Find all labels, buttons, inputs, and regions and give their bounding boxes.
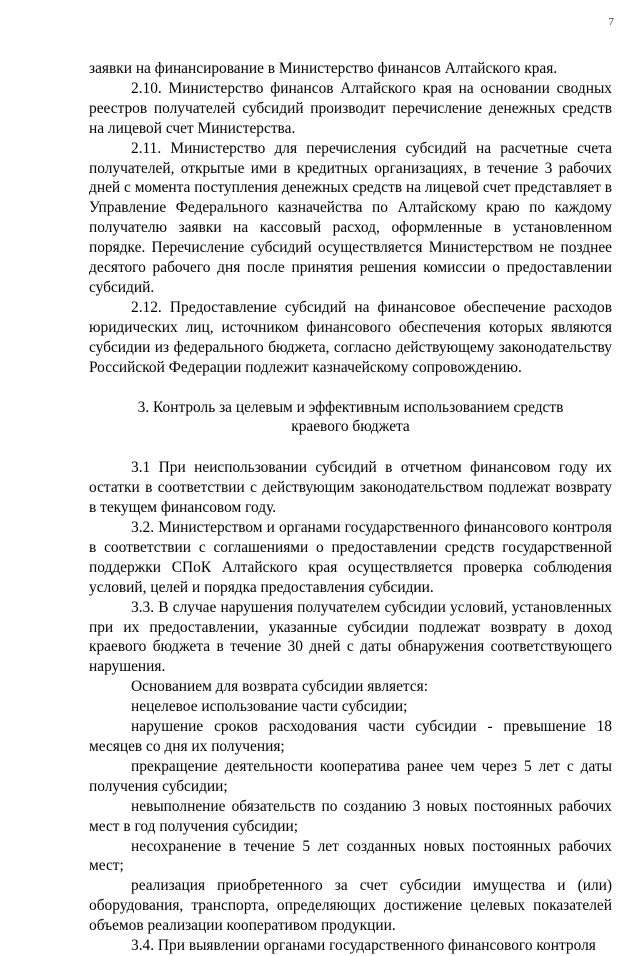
ground-item: несохранение в течение 5 лет созданных новых постоянных рабочих мест; <box>89 837 612 875</box>
grounds-intro: Основанием для возврата субсидии является: <box>131 678 429 696</box>
section-3-heading-line-2: краевого бюджета <box>291 418 410 436</box>
ground-item: прекращение деятельности кооператива ранее чем через 5 лет с даты получения субсидии; <box>89 757 612 795</box>
ground-item: нарушение сроков расходования части субсидии - превышение 18 месяцев со дня их получения; <box>89 718 612 755</box>
paragraph-3-3: 3.3. В случае нарушения получателем субсидии условий, установленных при их предоставлении, указанные субсидии подлежат возврату в доход краевого бюджета в течение 30 дней с даты обнаружения соответствующего нарушения. <box>89 598 612 676</box>
paragraph-2-10: 2.10. Министерство финансов Алтайского края на основании сводных реестров получателей субсидий производит перечисление денежных средств на лицевой счет Министерства. <box>89 79 612 137</box>
paragraph-2-11: 2.11. Министерство для перечисления субсидий на расчетные счета получателей, открытые ими в кредитных организациях, в течение 3 рабочих дней с момента поступления денежных средств на лицевой счет представляет в Управление Федерального казначейства по Алтайскому краю по каждому получателю заявки на кассовый расход, оформленные в установленном порядке. Перечисление субсидий осуществляется Министерством не позднее десятого рабочего дня после принятия решения комиссии о предоставлении субсидий. <box>89 139 612 296</box>
ground-item: реализация приобретенного за счет субсидии имущества и (или) оборудования, транспорта, определяющих достижение целевых показателей объемов реализации кооперативом продукции. <box>89 877 612 935</box>
paragraph-3-4: 3.4. При выявлении органами государственного финансового контроля <box>131 937 596 955</box>
page-number: 7 <box>608 16 614 28</box>
paragraph-3-2: 3.2. Министерством и органами государственного финансового контроля в соответствии с соглашениями о предоставлении средств государственной поддержки СПоК Алтайского края осуществляется проверка соблюдения условий, целей и порядка предоставления субсидии. <box>89 519 612 596</box>
continued-paragraph: заявки на финансирование в Министерство финансов Алтайского края. <box>89 60 558 77</box>
paragraph-3-1: 3.1 При неиспользовании субсидий в отчетном финансовом году их остатки в соответствии с действующим законодательством подлежат возврату в текущем финансовом году. <box>89 459 612 517</box>
ground-item: нецелевое использование части субсидии; <box>131 698 408 716</box>
paragraph-2-12: 2.12. Предоставление субсидий на финансовое обеспечение расходов юридических лиц, источником финансового обеспечения которых являются субсидии из федерального бюджета, согласно действующему законодательству Российской Федерации подлежит казначейскому сопровождению. <box>89 298 612 376</box>
section-3-heading-line-1: 3. Контроль за целевым и эффективным использованием средств <box>137 398 564 416</box>
section-3-heading <box>89 398 612 438</box>
ground-item: невыполнение обязательств по созданию 3 новых постоянных рабочих мест в год получения субсидии; <box>89 797 612 835</box>
document-body <box>89 59 612 956</box>
